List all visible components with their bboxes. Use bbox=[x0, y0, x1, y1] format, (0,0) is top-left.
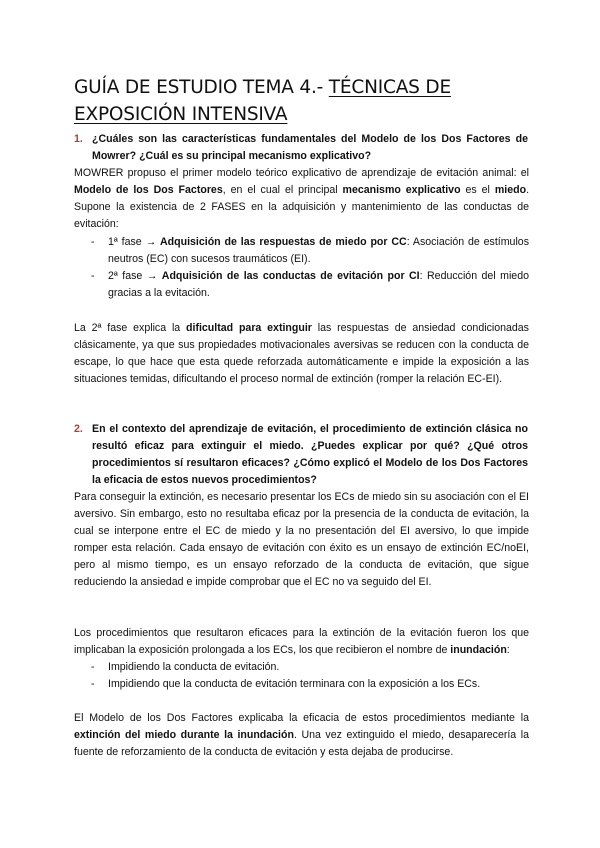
text-run: El Modelo de los Dos Factores explicaba la eficacia de estos procedimientos mediante la bbox=[74, 712, 529, 724]
text-run: : Asociación de estímulos neutros (EC) con sucesos traumáticos (EI). bbox=[108, 236, 529, 265]
list-item-text: Impidiendo la conducta de evitación. bbox=[108, 661, 280, 673]
list-item-text: Impidiendo que la conducta de evitación terminara con la exposición a los ECs. bbox=[108, 678, 481, 690]
list-dash: - bbox=[91, 236, 95, 248]
list-item bbox=[91, 234, 529, 268]
text-run: , en el cual el principal bbox=[222, 184, 343, 196]
text-run: las respuestas de ansiedad condicionadas clásicamente, ya que sus propiedades motivacionales aversivas se reducen con la conducta de escape, lo que hace que esta quede reforzada automáticamente e impide la exposición a las situaciones temidas, dificultando el proceso normal de extinción (romper la relación EC-EI). bbox=[74, 322, 529, 385]
bold-run: Modelo de los Dos Factores bbox=[74, 184, 223, 196]
text-run: 1ª fase → bbox=[108, 236, 161, 248]
bold-run: miedo bbox=[494, 184, 527, 196]
bold-run: Adquisición de las respuestas de miedo por CC bbox=[160, 236, 407, 248]
answer-2-paragraph-2 bbox=[74, 625, 529, 659]
answer-2-paragraph-3 bbox=[74, 710, 529, 761]
answer-1-paragraph-1 bbox=[74, 165, 529, 233]
answer-2-paragraph-1: Para conseguir la extinción, es necesario presentar los ECs de miedo sin su asociación con el EI aversivo. Sin embargo, esto no resultaba eficaz por la presencia de la conducta de evitación, la cual se interpone entre el EC de miedo y la no presentación del EI aversivo, lo que impide romper esta relación. Cada ensayo de evitación con éxito es un ensayo de extinción EC/noEI, pero al mismo tiempo, es un ensayo reforzado de la conducta de evitación, que sigue reduciendo la ansiedad e impide comprobar que el EC no va seguido del EI. bbox=[74, 491, 529, 588]
text-run: : bbox=[506, 644, 510, 656]
answer-1-paragraph-2 bbox=[74, 320, 529, 388]
text-run: es el bbox=[460, 184, 495, 196]
title-prefix: GUÍA DE ESTUDIO TEMA 4.- bbox=[74, 77, 329, 98]
text-run: . Una vez extinguido el miedo, desaparecería la fuente de reforzamiento de la conducta de evitación y esta dejaba de producirse. bbox=[74, 729, 529, 758]
question-1 bbox=[74, 131, 528, 165]
title-underlined: TÉCNICAS DE EXPOSICIÓN INTENSIVA bbox=[74, 77, 451, 125]
bold-run: inundación bbox=[450, 644, 507, 656]
question-2-number: 2. bbox=[74, 423, 83, 435]
question-1-text: ¿Cuáles son las características fundamentales del Modelo de los Dos Factores de Mowrer? ¿Cuál es su principal mecanismo explicativo? bbox=[92, 133, 528, 162]
text-run: La 2ª fase explica la bbox=[74, 322, 187, 334]
list-item bbox=[91, 659, 529, 676]
bold-run: dificultad para extinguir bbox=[186, 322, 312, 334]
text-run: MOWRER propuso el primer modelo teórico explicativo de aprendizaje de evitación animal: el bbox=[74, 167, 529, 179]
bold-run: Adquisición de las conductas de evitación por CI bbox=[161, 270, 420, 282]
text-run: . Supone la existencia de 2 FASES en la adquisición y mantenimiento de las conductas de evitación: bbox=[74, 184, 530, 230]
question-2 bbox=[74, 421, 528, 489]
question-1-number: 1. bbox=[74, 133, 83, 145]
question-2-text: En el contexto del aprendizaje de evitación, el procedimiento de extinción clásica no resultó eficaz para extinguir el miedo. ¿Puedes explicar por qué? ¿Qué otros procedimientos sí resultaron eficaces? ¿Cómo explicó el Modelo de los Dos Factores la eficacia de estos nuevos procedimientos? bbox=[92, 423, 528, 486]
list-dash: - bbox=[91, 678, 95, 690]
bold-run: mecanismo explicativo bbox=[342, 184, 461, 196]
text-run: : Reducción del miedo gracias a la evitación. bbox=[108, 270, 529, 299]
list-dash: - bbox=[91, 270, 95, 282]
list-item bbox=[91, 268, 529, 302]
list-item bbox=[91, 676, 529, 693]
bold-run: extinción del miedo durante la inundación bbox=[74, 729, 294, 741]
text-run: Los procedimientos que resultaron eficaces para la extinción de la evitación fueron los que implicaban la exposición prolongada a los ECs, los que recibieron el nombre de bbox=[74, 627, 529, 656]
text-run: 2ª fase → bbox=[108, 270, 162, 282]
page-title bbox=[74, 74, 544, 128]
list-dash: - bbox=[91, 661, 95, 673]
